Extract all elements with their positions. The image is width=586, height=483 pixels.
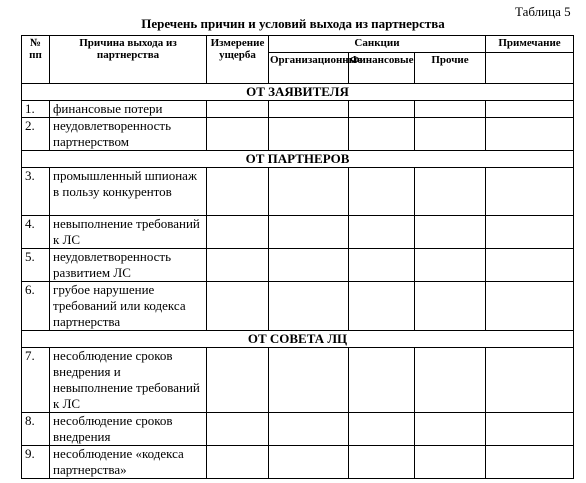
note-cell (486, 216, 574, 249)
header-reason: Причина выхода из партнерства (50, 36, 207, 84)
section-row (22, 331, 574, 348)
org-cell (269, 446, 349, 479)
table-row (22, 118, 574, 151)
fin-cell (349, 282, 415, 331)
header-num: № пп (22, 36, 50, 84)
org-cell (269, 413, 349, 446)
row-number: 7. (22, 348, 50, 413)
note-cell (486, 168, 574, 216)
org-cell (269, 101, 349, 118)
table-body (22, 84, 574, 479)
table-row (22, 413, 574, 446)
header-org: Организационные (269, 53, 349, 84)
section-row (22, 151, 574, 168)
other-cell (415, 348, 486, 413)
org-cell (269, 168, 349, 216)
row-reason: несоблюдение сроков внедрения и невыполнение требований к ЛС (50, 348, 207, 413)
org-cell (269, 348, 349, 413)
fin-cell (349, 168, 415, 216)
row-number: 1. (22, 101, 50, 118)
header-damage: Измерение ущерба (207, 36, 269, 84)
table-title: Перечень причин и условий выхода из партнерства (141, 16, 445, 31)
other-cell (415, 282, 486, 331)
table-row (22, 101, 574, 118)
fin-cell (349, 118, 415, 151)
damage-cell (207, 168, 269, 216)
damage-cell (207, 101, 269, 118)
note-cell (486, 413, 574, 446)
other-cell (415, 413, 486, 446)
note-cell (486, 282, 574, 331)
section-title: ОТ ПАРТНЕРОВ (22, 151, 574, 168)
row-number: 6. (22, 282, 50, 331)
damage-cell (207, 118, 269, 151)
row-number: 9. (22, 446, 50, 479)
row-number: 8. (22, 413, 50, 446)
other-cell (415, 101, 486, 118)
row-reason: несоблюдение сроков внедрения (50, 413, 207, 446)
table-row (22, 446, 574, 479)
damage-cell (207, 446, 269, 479)
table-row (22, 282, 574, 331)
row-number: 2. (22, 118, 50, 151)
note-cell (486, 249, 574, 282)
fin-cell (349, 446, 415, 479)
damage-cell (207, 282, 269, 331)
section-row (22, 84, 574, 101)
row-reason: неудовлетворенность партнерством (50, 118, 207, 151)
org-cell (269, 282, 349, 331)
table-row (22, 216, 574, 249)
damage-cell (207, 249, 269, 282)
fin-cell (349, 216, 415, 249)
table-row (22, 249, 574, 282)
damage-cell (207, 216, 269, 249)
org-cell (269, 249, 349, 282)
fin-cell (349, 249, 415, 282)
fin-cell (349, 413, 415, 446)
row-reason: невыполнение требований к ЛС (50, 216, 207, 249)
fin-cell (349, 101, 415, 118)
other-cell (415, 216, 486, 249)
header-note: Примечание (486, 36, 574, 53)
fin-cell (349, 348, 415, 413)
other-cell (415, 168, 486, 216)
row-reason: несоблюдение «кодекса партнерства» (50, 446, 207, 479)
note-cell (486, 348, 574, 413)
row-reason: неудовлетворенность развитием ЛС (50, 249, 207, 282)
note-cell (486, 101, 574, 118)
header-note-blank (486, 53, 574, 84)
org-cell (269, 216, 349, 249)
table-row (22, 348, 574, 413)
row-reason: грубое нарушение требований или кодекса партнерства (50, 282, 207, 331)
damage-cell (207, 348, 269, 413)
header-sanctions: Санкции (269, 36, 486, 53)
note-cell (486, 446, 574, 479)
org-cell (269, 118, 349, 151)
damage-cell (207, 413, 269, 446)
row-reason: промышленный шпионаж в пользу конкурентов (50, 168, 207, 216)
row-number: 3. (22, 168, 50, 216)
header-fin: Финансовые (349, 53, 415, 84)
note-cell (486, 118, 574, 151)
row-number: 4. (22, 216, 50, 249)
reasons-table (21, 35, 574, 479)
header-other: Прочие (415, 53, 486, 84)
other-cell (415, 249, 486, 282)
table-row (22, 168, 574, 216)
section-title: ОТ СОВЕТА ЛЦ (22, 331, 574, 348)
other-cell (415, 446, 486, 479)
table-number-label: Таблица 5 (515, 4, 571, 19)
section-title: ОТ ЗАЯВИТЕЛЯ (22, 84, 574, 101)
row-number: 5. (22, 249, 50, 282)
row-reason: финансовые потери (50, 101, 207, 118)
other-cell (415, 118, 486, 151)
